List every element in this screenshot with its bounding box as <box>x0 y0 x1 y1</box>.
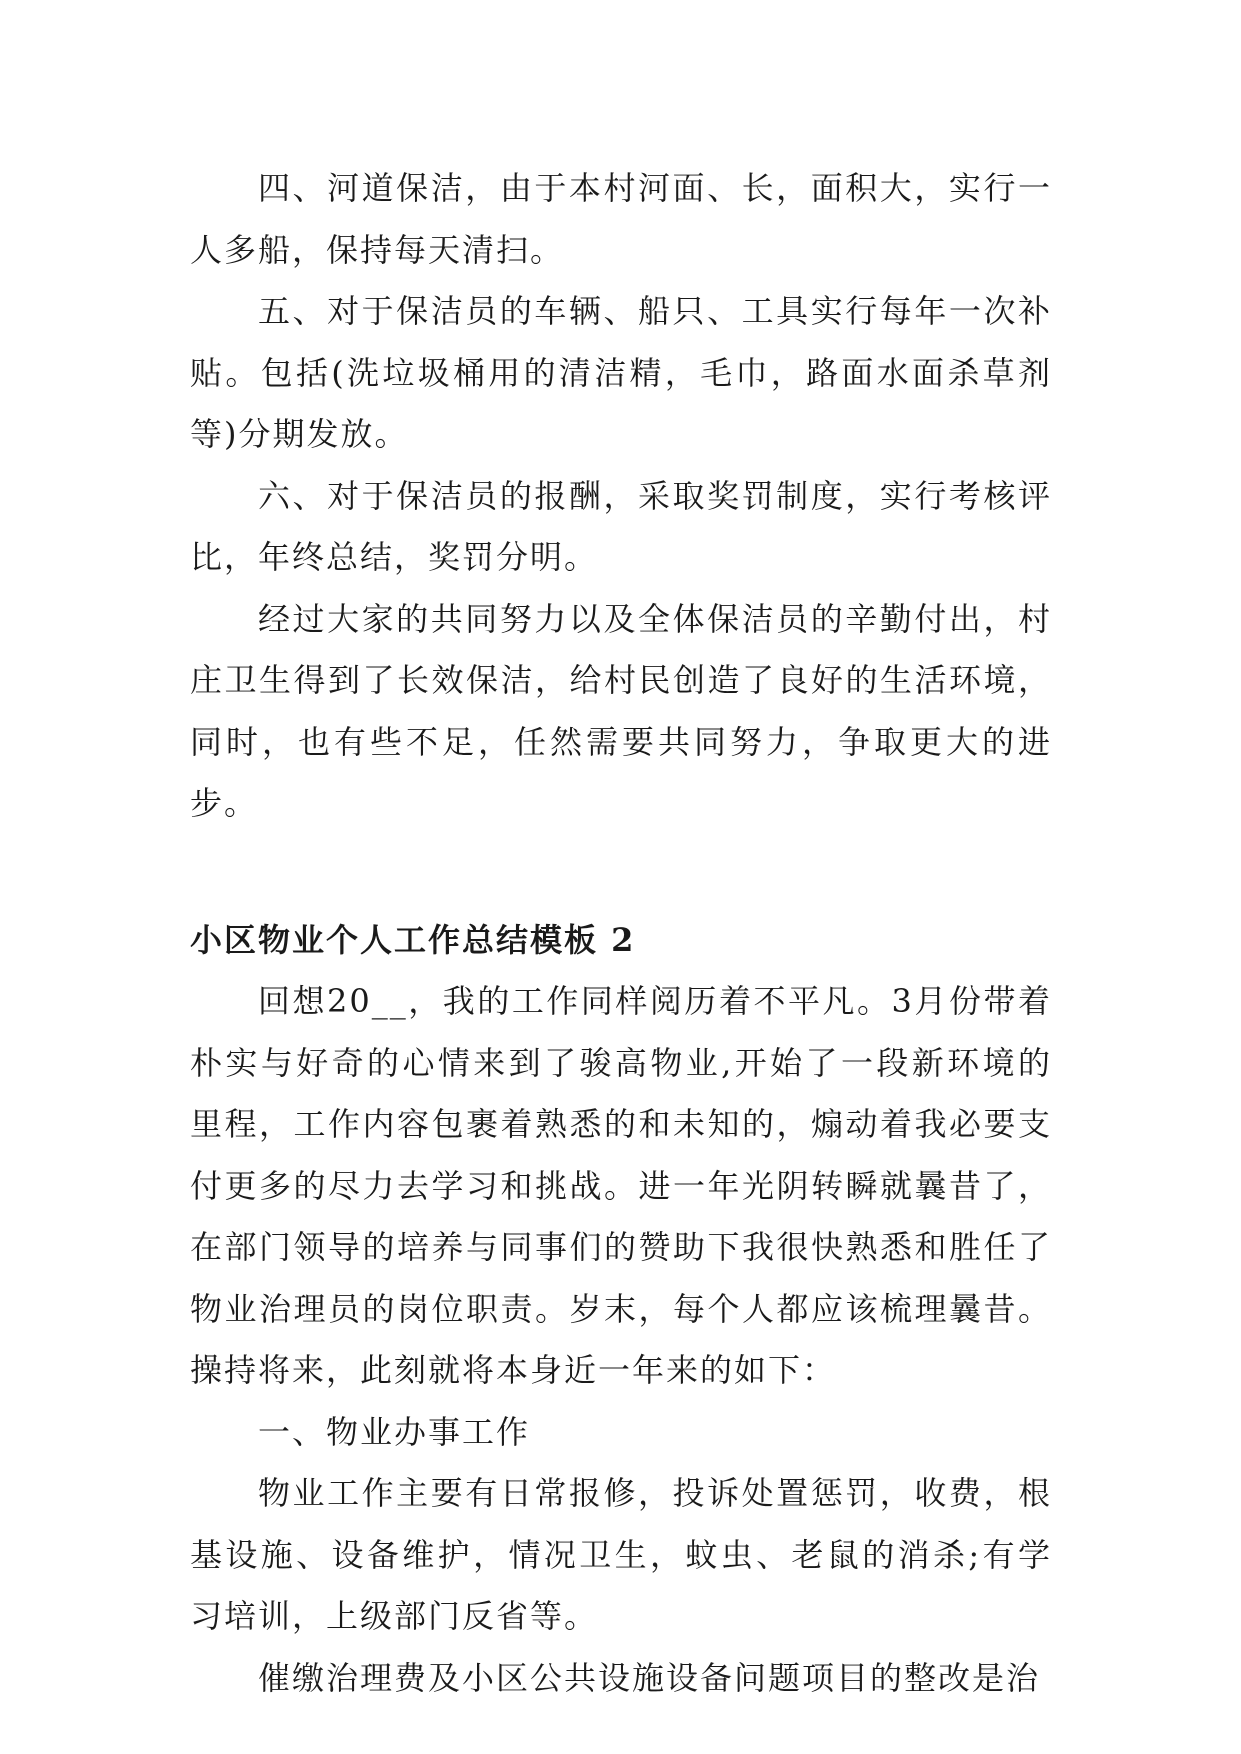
paragraph-river-cleaning: 四、河道保洁，由于本村河面、长，面积大，实行一人多船，保持每天清扫。 <box>190 169 1052 269</box>
document-body <box>190 158 1052 1709</box>
section-title: 小区物业个人工作总结模板 2 <box>190 920 636 959</box>
paragraph-cleaner-subsidy: 五、对于保洁员的车辆、船只、工具实行每年一次补贴。包括(洗垃圾桶用的清洁精，毛巾，路面水面杀草剂等)分期发放。 <box>190 292 1052 453</box>
paragraph-summary: 经过大家的共同努力以及全体保洁员的辛勤付出，村庄卫生得到了长效保洁，给村民创造了良好的生活环境，同时，也有些不足，任然需要共同努力，争取更大的进步。 <box>190 599 1052 822</box>
paragraph-property-duties: 物业工作主要有日常报修，投诉处置惩罚，收费，根基设施、设备维护，情况卫生，蚊虫、老鼠的消杀;有学习培训，上级部门反省等。 <box>190 1474 1052 1635</box>
paragraph-review: 回想20__，我的工作同样阅历着不平凡。3月份带着朴实与好奇的心情来到了骏高物业,开始了一段新环境的里程，工作内容包裹着熟悉的和未知的，煽动着我必要支付更多的尽力去学习和挑战。进一年光阴转瞬就曩昔了，在部门领导的培养与同事们的赞助下我很快熟悉和胜任了物业治理员的岗位职责。岁末，每个人都应该梳理曩昔。操持将来，此刻就将本身近一年来的如下： <box>190 982 1052 1389</box>
subheading-property-service: 一、物业办事工作 <box>258 1412 531 1451</box>
paragraph-fee-collection: 催缴治理费及小区公共设施设备问题项目的整改是治 <box>258 1658 1041 1697</box>
paragraph-cleaner-pay: 六、对于保洁员的报酬，采取奖罚制度，实行考核评比，年终总结，奖罚分明。 <box>190 476 1052 576</box>
